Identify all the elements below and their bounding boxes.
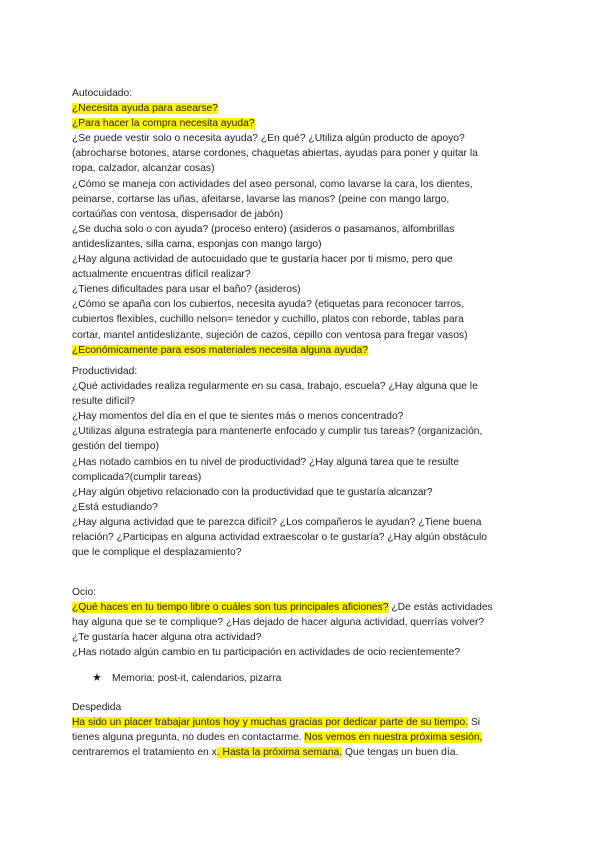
section-autocuidado xyxy=(72,86,532,358)
productividad-question-estrategia: ¿Utilizas alguna estrategia para mantenerte enfocado y cumplir tus tareas? (organización, xyxy=(72,426,483,438)
ocio-question-actividades: ¿De estás actividades xyxy=(388,602,493,614)
autocuidado-question-cubiertos-cont: cortar, mantel antideslizante, sujeción de cazos, cepillo con ventosa para fregar vasos) xyxy=(72,329,468,341)
autocuidado-question-aseo-cont: peinarse, cortarse las uñas, afeitarse, lavarse las manos? (peine con mango largo, xyxy=(72,193,450,205)
section-ocio xyxy=(72,585,532,660)
autocuidado-question-compra: ¿Para hacer la compra necesita ayuda? xyxy=(72,118,255,130)
heading-ocio: Ocio: xyxy=(72,587,97,598)
productividad-question-dificil-cont: que le complique el desplazamiento? xyxy=(72,547,242,559)
heading-despedida: Despedida xyxy=(72,702,122,713)
section-productividad xyxy=(72,364,532,560)
productividad-question-actividades-cont: resulte difícil? xyxy=(72,396,135,408)
autocuidado-question-economica: ¿Económicamente para esos materiales necesita alguna ayuda? xyxy=(72,344,368,356)
autocuidado-question-cubiertos-cont: cubiertos flexibles, cuchillo nelson= tenedor y cuchillo, platos con reborde, tablas para xyxy=(72,314,464,326)
memoria-text: Memoria: post-it, calendarios, pizarra xyxy=(112,673,282,684)
ocio-question-cambio: ¿Has notado algún cambio en tu participación en actividades de ocio recientemente? xyxy=(72,647,461,659)
productividad-question-dificil-cont: relación? ¿Participas en alguna actividad extraescolar o te gustaría? ¿Hay algún obstáculo xyxy=(72,532,487,544)
autocuidado-question-cubiertos: ¿Cómo se apaña con los cubiertos, necesita ayuda? (etiquetas para reconocer tarros, xyxy=(72,299,465,311)
productividad-question-estrategia-cont: gestión del tiempo) xyxy=(72,441,160,453)
productividad-question-objetivo: ¿Hay algún objetivo relacionado con la productividad que te gustaría alcanzar? xyxy=(72,486,433,498)
autocuidado-question-ducha: ¿Se ducha solo o con ayuda? (proceso entero) (asideros o pasamanos, alfombrillas xyxy=(72,223,455,235)
despedida-proxima-sesion: Nos vemos en nuestra próxima sesión, xyxy=(304,732,483,744)
autocuidado-question-aseo-cont: cortaúñas con ventosa, dispensador de jabón) xyxy=(72,208,284,220)
autocuidado-question-actividad: ¿Hay alguna actividad de autocuidado que te gustaría hacer por ti mismo, pero que xyxy=(72,254,453,266)
autocuidado-question-vestir: ¿Se puede vestir solo o necesita ayuda? ¿En qué? ¿Utiliza algún producto de apoyo? xyxy=(72,133,465,145)
productividad-question-dificil: ¿Hay alguna actividad que te parezca difícil? ¿Los compañeros le ayudan? ¿Tiene buena xyxy=(72,516,482,528)
star-bullet-icon: ★ xyxy=(92,672,102,684)
productividad-question-cambios: ¿Has notado cambios en tu nivel de productividad? ¿Hay alguna tarea que te resulte xyxy=(72,456,459,468)
section-despedida xyxy=(72,700,532,760)
despedida-text: Que tengas un buen día. xyxy=(342,747,459,759)
autocuidado-question-vestir-cont: (abrocharse botones, atarse cordones, chaquetas abiertas, ayudas para poner y quitar la xyxy=(72,148,478,160)
heading-productividad: Productividad: xyxy=(72,366,138,377)
autocuidado-question-aseo: ¿Cómo se maneja con actividades del aseo personal, como lavarse la cara, los dientes, xyxy=(72,178,473,190)
productividad-question-estudiando: ¿Está estudiando? xyxy=(72,501,158,513)
autocuidado-question-vestir-cont: ropa, calzador, alcanzar cosas) xyxy=(72,163,215,175)
productividad-question-cambios-cont: complicada?(cumplir tareas) xyxy=(72,471,202,483)
productividad-question-concentracion: ¿Hay momentos del día en el que te sientes más o menos concentrado? xyxy=(72,411,404,423)
despedida-agradecimiento: Ha sido un placer trabajar juntos hoy y muchas gracias por dedicar parte de su tiempo. xyxy=(72,717,469,729)
autocuidado-question-ducha-cont: antideslizantes, silla cama, esponjas con mango largo) xyxy=(72,238,322,250)
despedida-text: Si xyxy=(468,717,481,729)
heading-autocuidado: Autocuidado: xyxy=(72,88,133,99)
ocio-question-tiempo-libre: ¿Qué haces en tu tiempo libre o cuáles son tus principales aficiones? xyxy=(72,602,389,614)
autocuidado-question-actividad-cont: actualmente encuentras difícil realizar? xyxy=(72,269,251,281)
despedida-text: tienes alguna pregunta, no dudes en contactarme. xyxy=(72,732,305,744)
autocuidado-question-bano: ¿Tienes dificultades para usar el baño? (asideros) xyxy=(72,284,301,296)
memoria-bullet-item xyxy=(92,671,281,686)
despedida-text: centraremos el tratamiento en x xyxy=(72,747,217,759)
autocuidado-question-asearse: ¿Necesita ayuda para asearse? xyxy=(72,103,218,115)
despedida-hasta-pronto: . Hasta la próxima semana. xyxy=(216,747,343,759)
ocio-question-otra-actividad: ¿Te gustaría hacer alguna otra actividad? xyxy=(72,632,262,644)
ocio-question-actividades-cont: hay alguna que se te complique? ¿Has dejado de hacer alguna actividad, querrías volver? xyxy=(72,617,485,629)
productividad-question-actividades: ¿Qué actividades realiza regularmente en su casa, trabajo, escuela? ¿Hay alguna que le xyxy=(72,381,478,393)
